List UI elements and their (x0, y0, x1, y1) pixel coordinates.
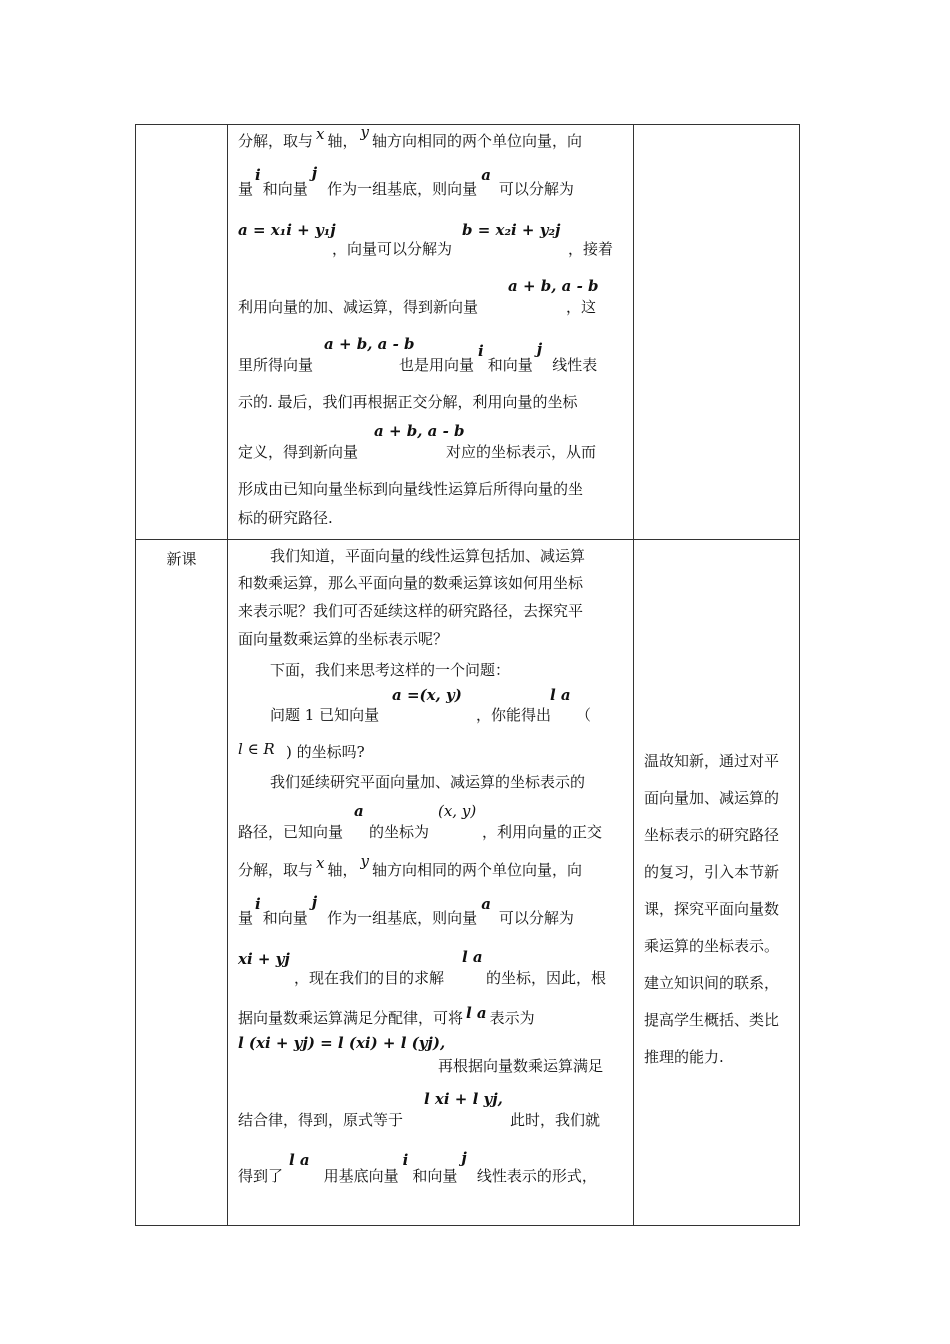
math-i: i (478, 342, 484, 360)
text: 和向量 (487, 356, 533, 374)
text: 分解，取与 (238, 132, 314, 150)
math-xy: (x, y) (438, 802, 477, 820)
text: 作为一组基底，则向量 (327, 909, 478, 927)
text: （ (576, 706, 592, 724)
stage-cell: 新课 (136, 540, 228, 1226)
text: 量 (238, 909, 254, 927)
math-a: a (481, 166, 491, 184)
text: 对应的坐标表示，从而 (446, 443, 597, 461)
text: 用基底向量 (323, 1167, 399, 1185)
text: 标的研究路径. (238, 509, 333, 527)
math-j: j (311, 164, 318, 182)
math-x: x (316, 125, 325, 143)
math-x: x (316, 854, 325, 872)
note-text: 温故知新，通过对平面向量加、减运算的坐标表示的研究路径的复习，引入本节新课，探究平面向量数乘运算的坐标表示。建立知识间的联系，提高学生概括、类比推理的能力. (644, 752, 780, 1066)
text: 表示为 (489, 1009, 535, 1027)
math-a-pm-b: a + b, a - b (324, 335, 415, 353)
text: 轴方向相同的两个单位向量，向 (371, 132, 582, 150)
math-lambda-in-r: l ∈ R (238, 740, 275, 758)
text: ，现在我们的目的求解 (294, 969, 445, 987)
math-a-decomp: a = x₁i + y₁j (238, 221, 336, 239)
text: 据向量数乘运算满足分配律，可将 (238, 1009, 464, 1027)
content-cell (228, 125, 634, 540)
math-lambda-a: l a (462, 948, 483, 966)
math-dist: l (xi + yj) = l (xi) + l (yj), (238, 1034, 446, 1052)
text: 可以分解为 (498, 909, 574, 927)
stage-cell (136, 125, 228, 540)
math-a-pm-b: a + b, a - b (374, 422, 465, 440)
text: 和向量 (412, 1167, 458, 1185)
text: 和向量 (262, 909, 308, 927)
text: 来表示呢？我们可否延续这样的研究路径，去探究平 (238, 602, 584, 620)
math-a-eq: a =(x, y) (392, 686, 462, 704)
text: 结合律，得到，原式等于 (238, 1111, 404, 1129)
math-y: y (360, 852, 369, 870)
math-i: i (255, 895, 261, 913)
text: 定义，得到新向量 (238, 443, 359, 461)
text: 我们知道，平面向量的线性运算包括加、减运算 (270, 547, 586, 565)
math-xi-yj: xi + yj (238, 950, 290, 968)
math-a: a (354, 802, 364, 820)
text: 再根据向量数乘运算满足 (438, 1057, 604, 1075)
math-lambda-a: l a (466, 1004, 487, 1022)
math-y: y (360, 123, 369, 141)
text: 线性表 (552, 356, 598, 374)
text: 问题 1 已知向量 (270, 706, 380, 724)
text: 的坐标，因此，根 (486, 969, 607, 987)
text: 也是用向量 (399, 356, 475, 374)
text: 线性表示的形式， (476, 1167, 597, 1185)
math-lambda-a: l a (289, 1151, 310, 1169)
text: ，你能得出 (476, 706, 552, 724)
math-lambda-a: l a (550, 686, 571, 704)
table-row (136, 540, 800, 1226)
text: 轴， (327, 132, 358, 150)
math-i: i (402, 1151, 409, 1169)
text: 可以分解为 (498, 180, 574, 198)
note-cell (634, 540, 800, 1226)
text: ，这 (566, 298, 597, 316)
text: 利用向量的加、减运算，得到新向量 (238, 298, 479, 316)
text: 轴， (327, 861, 358, 879)
text: 里所得向量 (238, 356, 314, 374)
math-j: j (311, 893, 318, 911)
text: ，接着 (568, 240, 614, 258)
text: 分解，取与 (238, 861, 314, 879)
text: 路径，已知向量 (238, 823, 344, 841)
content-cell (228, 540, 634, 1226)
math-j: j (461, 1149, 467, 1167)
lesson-table (135, 124, 800, 1226)
math-a-pm-b: a + b, a - b (508, 277, 599, 295)
text: 和向量 (262, 180, 308, 198)
text: 面向量数乘运算的坐标表示呢？ (238, 630, 449, 648)
text: 示的. 最后，我们再根据正交分解，利用向量的坐标 (238, 393, 578, 411)
text: ，利用向量的正交 (482, 823, 603, 841)
math-a: a (481, 895, 491, 913)
math-j: j (536, 340, 543, 358)
text: 下面，我们来思考这样的一个问题： (270, 661, 511, 679)
text: 得到了 (238, 1167, 284, 1185)
note-cell (634, 125, 800, 540)
math-assoc: l xi + l yj, (424, 1090, 503, 1108)
math-i: i (255, 166, 261, 184)
text: 量 (238, 180, 254, 198)
text: 轴方向相同的两个单位向量，向 (371, 861, 582, 879)
text: 和数乘运算，那么平面向量的数乘运算该如何用坐标 (238, 574, 584, 592)
text: ) 的坐标吗? (286, 743, 365, 761)
table-row (136, 125, 800, 540)
math-b-decomp: b = x₂i + y₂j (462, 221, 561, 239)
text: 此时，我们就 (510, 1111, 601, 1129)
text: 的坐标为 (369, 823, 430, 841)
text: 我们延续研究平面向量加、减运算的坐标表示的 (270, 773, 586, 791)
text: 形成由已知向量坐标到向量线性运算后所得向量的坐 (238, 480, 584, 498)
text: ，向量可以分解为 (332, 240, 453, 258)
text: 作为一组基底，则向量 (327, 180, 478, 198)
